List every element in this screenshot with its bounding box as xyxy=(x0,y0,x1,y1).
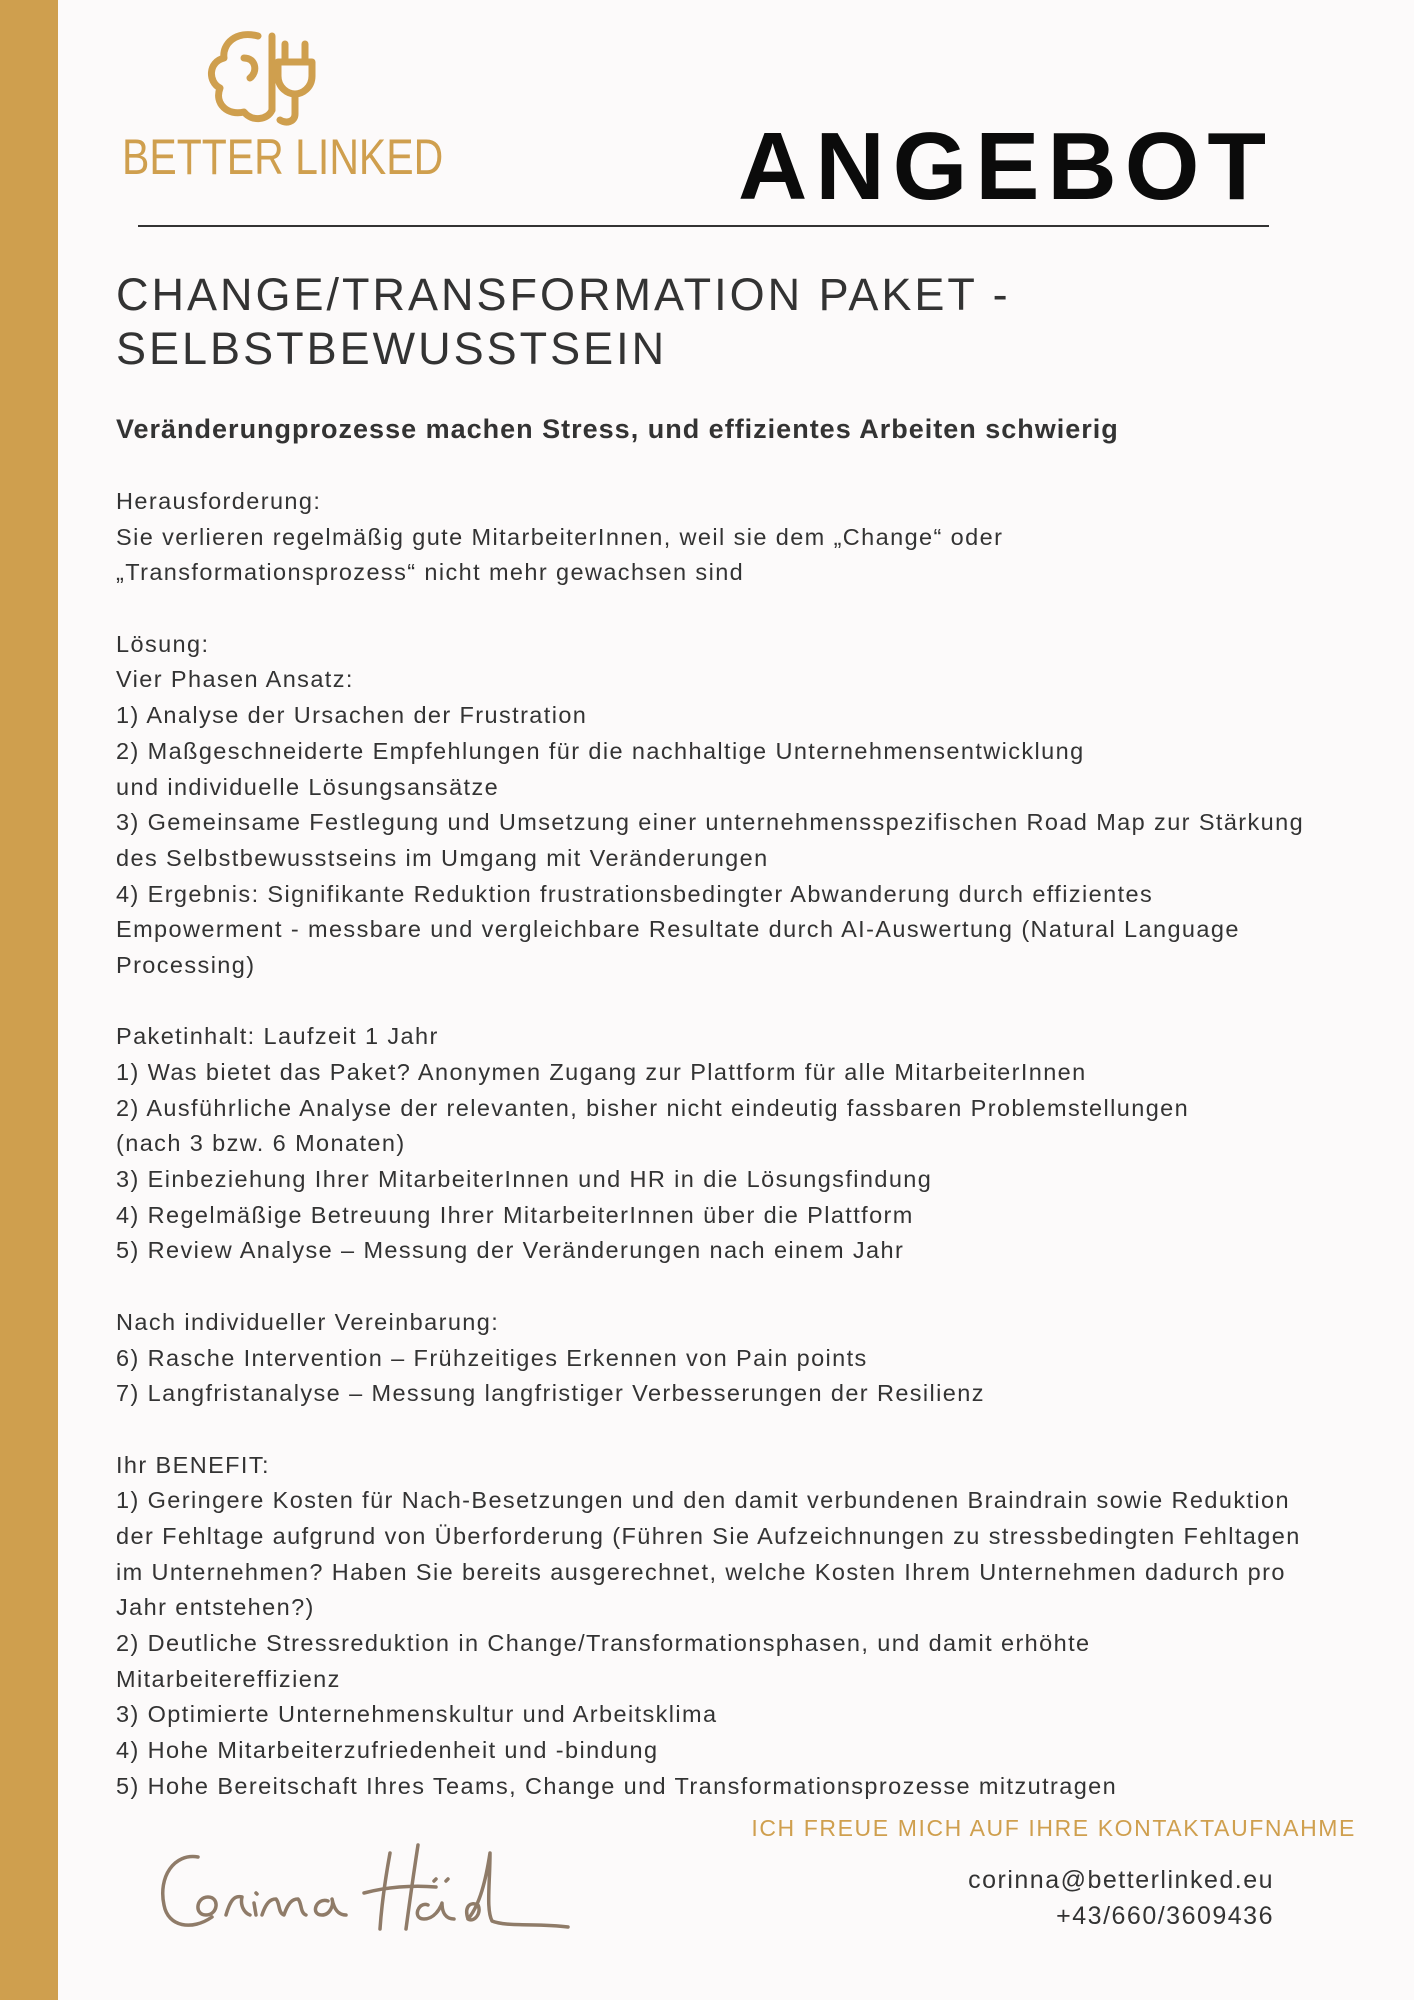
body-line: im Unternehmen? Haben Sie bereits ausgerechnet, welche Kosten Ihrem Unternehmen dadurch pro xyxy=(116,1558,1286,1585)
body-line: 3) Gemeinsame Festlegung und Umsetzung einer unternehmensspezifischen Road Map zur Stärkung xyxy=(116,809,1305,836)
body-line: „Transformationsprozess“ nicht mehr gewachsen sind xyxy=(116,559,745,586)
document-title: ANGEBOT xyxy=(738,113,1274,220)
contact-cta: ICH FREUE MICH AUF IHRE KONTAKTAUFNAHME xyxy=(751,1815,1356,1841)
body-line: Herausforderung: xyxy=(116,488,322,514)
body-line: des Selbstbewusstseins im Umgang mit Veränderungen xyxy=(116,844,769,871)
body-line: 1) Geringere Kosten für Nach-Besetzungen und den damit verbundenen Braindrain sowie Reduktion xyxy=(116,1487,1290,1514)
body-line: 2) Ausführliche Analyse der relevanten, bisher nicht eindeutig fassbaren Problemstellungen xyxy=(116,1094,1190,1121)
body-line: Processing) xyxy=(116,951,256,978)
brain-plug-icon xyxy=(110,24,440,134)
body-line: 6) Rasche Intervention – Frühzeitiges Erkennen von Pain points xyxy=(116,1344,868,1371)
offer-heading xyxy=(116,268,1266,376)
offer-subheading: Veränderungprozesse machen Stress, und effizientes Arbeiten schwierig xyxy=(116,414,1119,444)
contact-phone[interactable]: +43/660/3609436 xyxy=(1056,1902,1274,1930)
offer-body xyxy=(116,484,1356,1804)
body-line: 1) Analyse der Ursachen der Frustration xyxy=(116,702,588,729)
body-line: 2) Maßgeschneiderte Empfehlungen für die nachhaltige Unternehmensentwicklung xyxy=(116,737,1085,764)
handwritten-signature xyxy=(150,1835,620,1950)
body-line: Vier Phasen Ansatz: xyxy=(116,666,354,693)
paragraph-gap xyxy=(116,1412,1356,1448)
contact-email[interactable]: corinna@betterlinked.eu xyxy=(968,1866,1274,1894)
body-line: der Fehltage aufgrund von Überforderung (Führen Sie Aufzeichnungen zu stressbedingten Fehltagen xyxy=(116,1522,1301,1549)
body-line: 4) Hohe Mitarbeiterzufriedenheit und -bindung xyxy=(116,1737,659,1764)
body-line: Jahr entstehen?) xyxy=(116,1594,315,1621)
paragraph-gap xyxy=(116,1269,1356,1305)
offer-heading-line-2: SELBSTBEWUSSTSEIN xyxy=(116,323,668,374)
logo-text: BETTER LINKED xyxy=(122,129,444,185)
paragraph-gap xyxy=(116,984,1356,1020)
contact-block xyxy=(968,1862,1274,1934)
body-line: 4) Ergebnis: Signifikante Reduktion frustrationsbedingter Abwanderung durch effizientes xyxy=(116,880,1154,907)
title-divider xyxy=(138,225,1269,227)
body-line: und individuelle Lösungsansätze xyxy=(116,773,500,800)
body-line: 4) Regelmäßige Betreuung Ihrer MitarbeiterInnen über die Plattform xyxy=(116,1201,914,1228)
body-line: 3) Optimierte Unternehmenskultur und Arbeitsklima xyxy=(116,1701,718,1728)
body-line: Empowerment - messbare und vergleichbare Resultate durch AI-Auswertung (Natural Language xyxy=(116,916,1240,943)
body-line: Mitarbeitereffizienz xyxy=(116,1665,341,1692)
body-line: Lösung: xyxy=(116,630,210,657)
accent-sidebar xyxy=(0,0,58,2000)
body-line: 1) Was bietet das Paket? Anonymen Zugang zur Plattform für alle MitarbeiterInnen xyxy=(116,1059,1087,1085)
body-line: 5) Review Analyse – Messung der Veränderungen nach einem Jahr xyxy=(116,1237,905,1264)
body-line: 3) Einbeziehung Ihrer MitarbeiterInnen und HR in die Lösungsfindung xyxy=(116,1166,933,1193)
body-line: Paketinhalt: Laufzeit 1 Jahr xyxy=(116,1023,439,1050)
paragraph-gap xyxy=(116,591,1356,627)
offer-heading-line-1: CHANGE/TRANSFORMATION PAKET - xyxy=(116,269,1011,320)
body-line: Ihr BENEFIT: xyxy=(116,1451,270,1478)
body-line: Nach individueller Vereinbarung: xyxy=(116,1308,500,1335)
body-line: Sie verlieren regelmäßig gute MitarbeiterInnen, weil sie dem „Change“ oder xyxy=(116,523,1004,550)
body-line: 7) Langfristanalyse – Messung langfristiger Verbesserungen der Resilienz xyxy=(116,1380,985,1407)
body-line: 5) Hohe Bereitschaft Ihres Teams, Change und Transformationsprozesse mitzutragen xyxy=(116,1772,1118,1799)
brand-logo xyxy=(110,24,444,199)
body-line: 2) Deutliche Stressreduktion in Change/Transformationsphasen, und damit erhöhte xyxy=(116,1630,1091,1656)
body-line: (nach 3 bzw. 6 Monaten) xyxy=(116,1130,406,1157)
